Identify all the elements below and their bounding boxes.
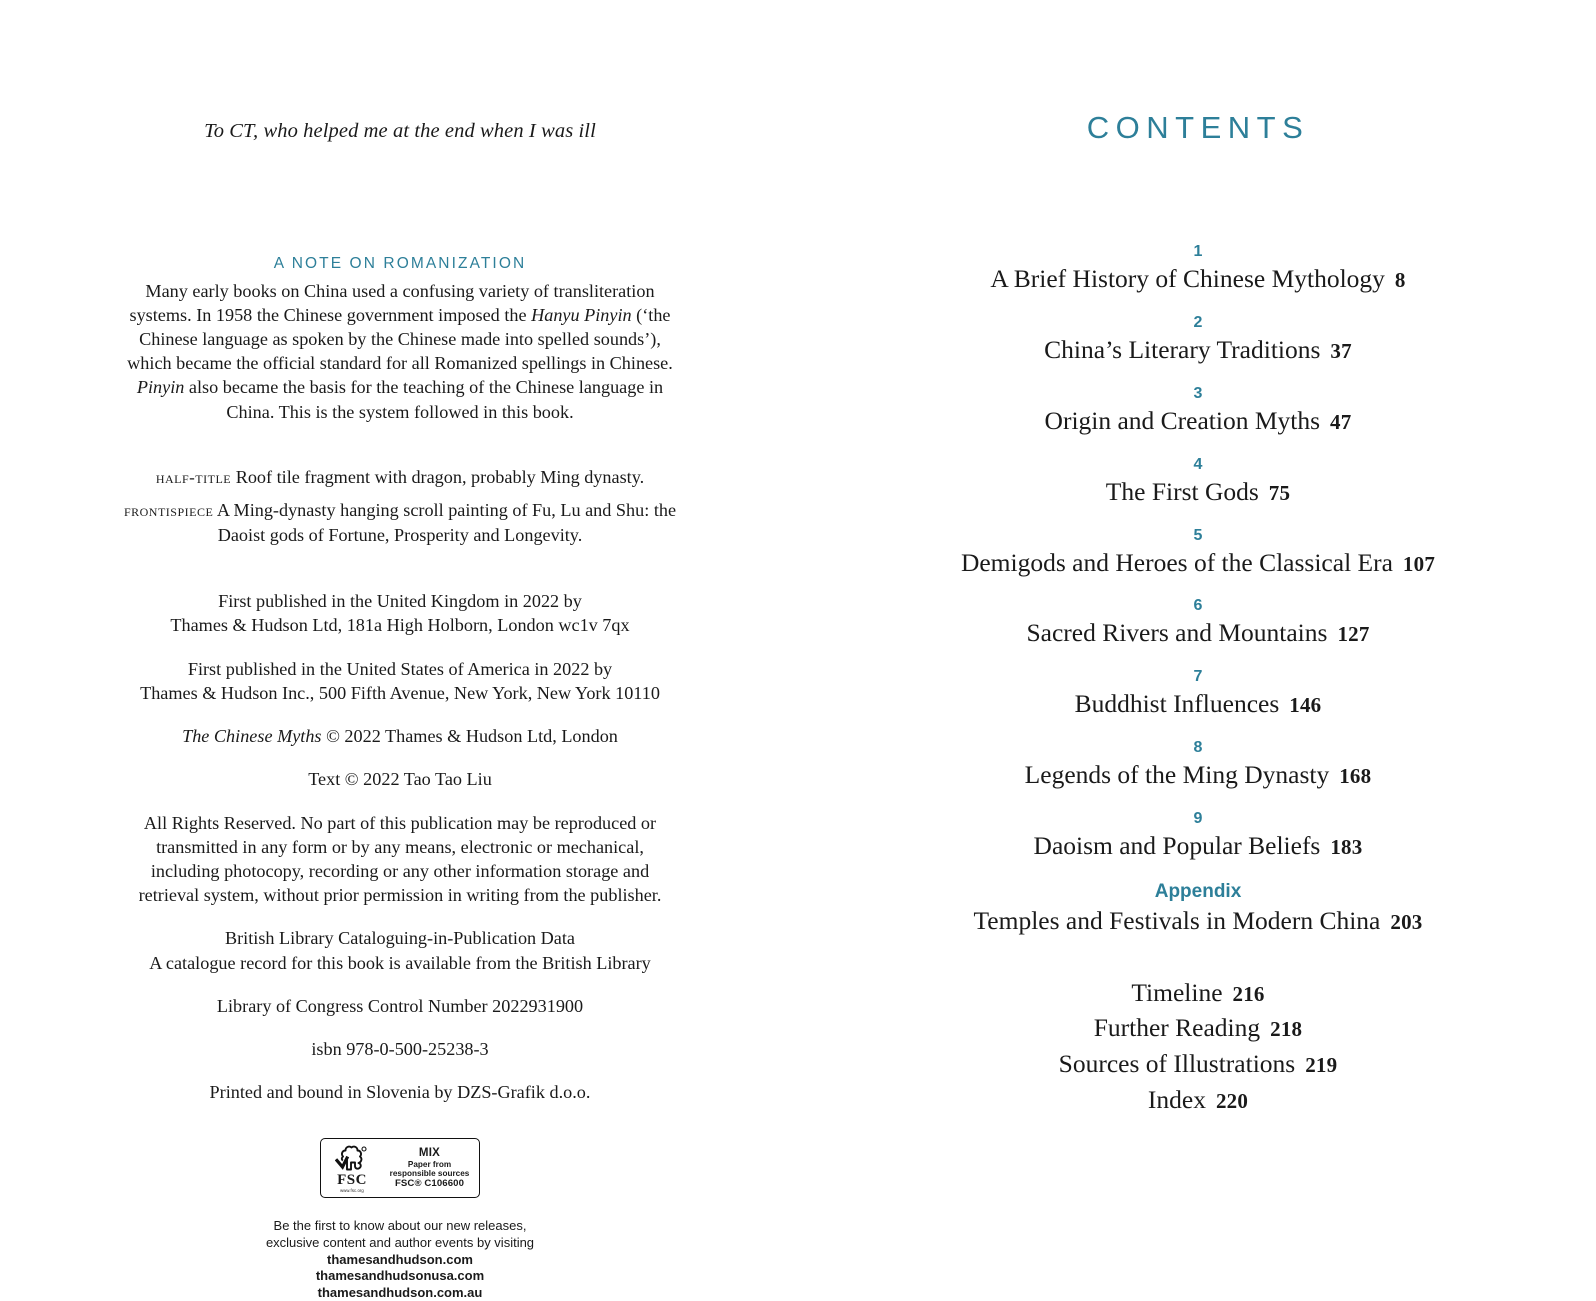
toc-chapter-title: Legends of the Ming Dynasty [1024,760,1330,790]
frontispiece-caption [120,498,680,547]
promo-url-uk[interactable]: thamesandhudson.com [327,1251,473,1267]
toc-entry[interactable] [858,596,1538,649]
toc-entry[interactable] [858,738,1538,791]
promo-line-1: Be the first to know about our new releases, [273,1218,527,1234]
toc-title-row [858,547,1538,579]
toc-title-row [858,405,1538,437]
back-matter-page-number: 216 [1232,981,1265,1006]
uk-publication-line-2: Thames & Hudson Ltd, 181a High Holborn, London wc1v 7qx [170,615,630,636]
page-title: CONTENTS [1086,110,1310,145]
toc-page-number: 75 [1268,480,1291,505]
toc-chapter-number: 1 [1193,243,1203,260]
toc-page-number: 168 [1339,764,1372,789]
toc-page-number: 47 [1330,409,1352,434]
back-matter-entry[interactable] [858,977,1538,1009]
half-title-caption [120,465,680,490]
fsc-source-line-2: responsible sources [389,1168,470,1178]
publisher-promo-block [120,1218,680,1301]
fsc-website-url: www.fsc.org [340,1188,364,1194]
isbn-line: isbn 978-0-500-25238-3 [311,1038,489,1059]
half-title-caption-text: Roof tile fragment with dragon, probably Ming dynasty. [235,466,645,487]
text-copyright-line: Text © 2022 Tao Tao Liu [308,769,492,790]
toc-chapter-number: 8 [1193,739,1203,757]
book-title-italic: The Chinese Myths [182,726,322,747]
toc-page-number: 37 [1330,338,1352,363]
back-matter-title: Further Reading [1093,1013,1261,1043]
frontispiece-caption-text: A Ming-dynasty hanging scroll painting of Fu, Lu and Shu: the Daoist gods of Fortune, Prosperity and Longevity. [216,500,677,546]
toc-chapter-title: Sacred Rivers and Mountains [1026,618,1328,648]
note-italic-hanyu-pinyin: Hanyu Pinyin [531,304,632,325]
fsc-certification-logo [120,1138,680,1198]
toc-title-row [858,263,1538,295]
promo-url-usa[interactable]: thamesandhudsonusa.com [315,1268,485,1284]
toc-chapter-number: 6 [1193,597,1203,615]
us-publication-line-2: Thames & Hudson Inc., 500 Fifth Avenue, New York, New York 10110 [140,682,660,703]
back-matter-page-number: 220 [1215,1089,1249,1114]
back-matter-page-number: 219 [1305,1053,1338,1078]
toc-entry[interactable] [858,455,1538,508]
toc-title-row [858,476,1538,508]
toc-page-number: 146 [1289,693,1322,718]
back-matter-list [858,977,1538,1117]
toc-page-number: 183 [1330,835,1363,859]
toc-chapter-title: Buddhist Influences [1074,689,1280,719]
toc-page-number: 107 [1402,551,1436,576]
uk-publication-line-1: First published in the United Kingdom in 2022 by [218,591,582,612]
toc-page-number: 8 [1394,268,1406,292]
lccn-line: Library of Congress Control Number 2022931900 [216,995,584,1016]
back-matter-title: Sources of Illustrations [1058,1049,1296,1079]
toc-chapter-number: 9 [1193,810,1203,827]
toc-chapter-title: Daoism and Popular Beliefs [1033,831,1321,860]
toc-entry[interactable] [858,526,1538,579]
toc-chapter-title: A Brief History of Chinese Mythology [990,264,1385,293]
fsc-tree-checkmark-icon [335,1145,369,1172]
fsc-wordmark: FSC [337,1172,367,1189]
back-matter-entry[interactable] [858,1048,1538,1080]
toc-entry[interactable] [858,809,1538,862]
half-title-label: half-title [155,467,232,487]
printed-line: Printed and bound in Slovenia by DZS-Grafik d.o.o. [209,1082,591,1103]
toc-chapter-title: China’s Literary Traditions [1044,334,1321,364]
british-library-line-2: A catalogue record for this book is available from the British Library [149,952,651,973]
note-text-part-1: Many early books on China used a confusing variety of transliteration systems. In 1958 the Chinese government imposed the [129,280,655,325]
fsc-source-line-1: Paper from [407,1159,452,1169]
toc-page-number: 127 [1337,622,1370,647]
toc-chapter-title: Temples and Festivals in Modern China [973,905,1381,935]
toc-entry[interactable] [858,313,1538,366]
illustration-captions [120,465,680,547]
publication-details [120,589,680,1104]
contents-page [798,0,1596,1212]
toc-chapter-number: 4 [1193,455,1203,473]
copyright-line [120,724,680,748]
romanization-note-heading: A NOTE ON ROMANIZATION [273,254,527,272]
note-text-part-3: also became the basis for the teaching of the Chinese language in China. This is the system followed in this book. [184,377,664,422]
toc-title-row [858,830,1538,862]
dedication-text: To CT, who helped me at the end when I was ill [204,120,596,142]
back-matter-entry[interactable] [858,1084,1538,1116]
all-rights-reserved: All Rights Reserved. No part of this publication may be reproduced or transmitted in any form or by any means, electronic or mechanical, including photocopy, recording or any other information storage and retrieval system, without prior permission in writing from the publisher. [138,812,662,906]
toc-chapter-title: Origin and Creation Myths [1044,405,1321,435]
toc-entry[interactable] [858,667,1538,720]
promo-url-au[interactable]: thamesandhudson.com.au [317,1284,483,1300]
toc-chapter-number: 2 [1193,313,1203,331]
british-library-line-1: British Library Cataloguing-in-Publication Data [224,928,576,949]
toc-chapter-number: 3 [1193,384,1203,402]
fsc-mix-label: MIX [418,1146,441,1159]
toc-entry[interactable] [858,384,1538,437]
toc-chapter-number: 7 [1193,668,1203,686]
note-text-part-2: (‘the Chinese language as spoken by the Chinese made into spelled sounds’), which became the official standard for all Romanized spellings in Chinese. [127,304,673,374]
us-publication [120,657,680,705]
copyright-rest: © 2022 Thames & Hudson Ltd, London [321,726,618,747]
frontispiece-label: frontispiece [123,501,214,521]
back-matter-page-number: 218 [1270,1017,1303,1042]
toc-title-row [858,334,1538,366]
romanization-note-body [120,279,680,424]
toc-page-number: 203 [1390,909,1423,934]
back-matter-title: Index [1147,1085,1206,1115]
copyright-page [0,0,798,1300]
back-matter-title: Timeline [1131,977,1223,1007]
toc-chapter-title: Demigods and Heroes of the Classical Era [960,547,1393,577]
toc-chapter-number: Appendix [1154,880,1242,902]
promo-line-2: exclusive content and author events by visiting [265,1234,535,1250]
toc-chapter-title: The First Gods [1105,476,1259,506]
toc-title-row [858,688,1538,720]
note-italic-pinyin: Pinyin [136,377,185,398]
british-library-data [120,926,680,974]
toc-title-row [858,905,1538,937]
toc-title-row [858,759,1538,791]
uk-publication [120,589,680,637]
toc-chapter-number: 5 [1193,526,1203,544]
us-publication-line-1: First published in the United States of America in 2022 by [187,658,613,679]
back-matter-entry[interactable] [858,1012,1538,1044]
toc-entry[interactable] [858,242,1538,295]
table-of-contents [858,242,1538,937]
toc-title-row [858,617,1538,649]
fsc-certificate-code: FSC® C106600 [394,1178,465,1190]
toc-entry[interactable] [858,880,1538,937]
